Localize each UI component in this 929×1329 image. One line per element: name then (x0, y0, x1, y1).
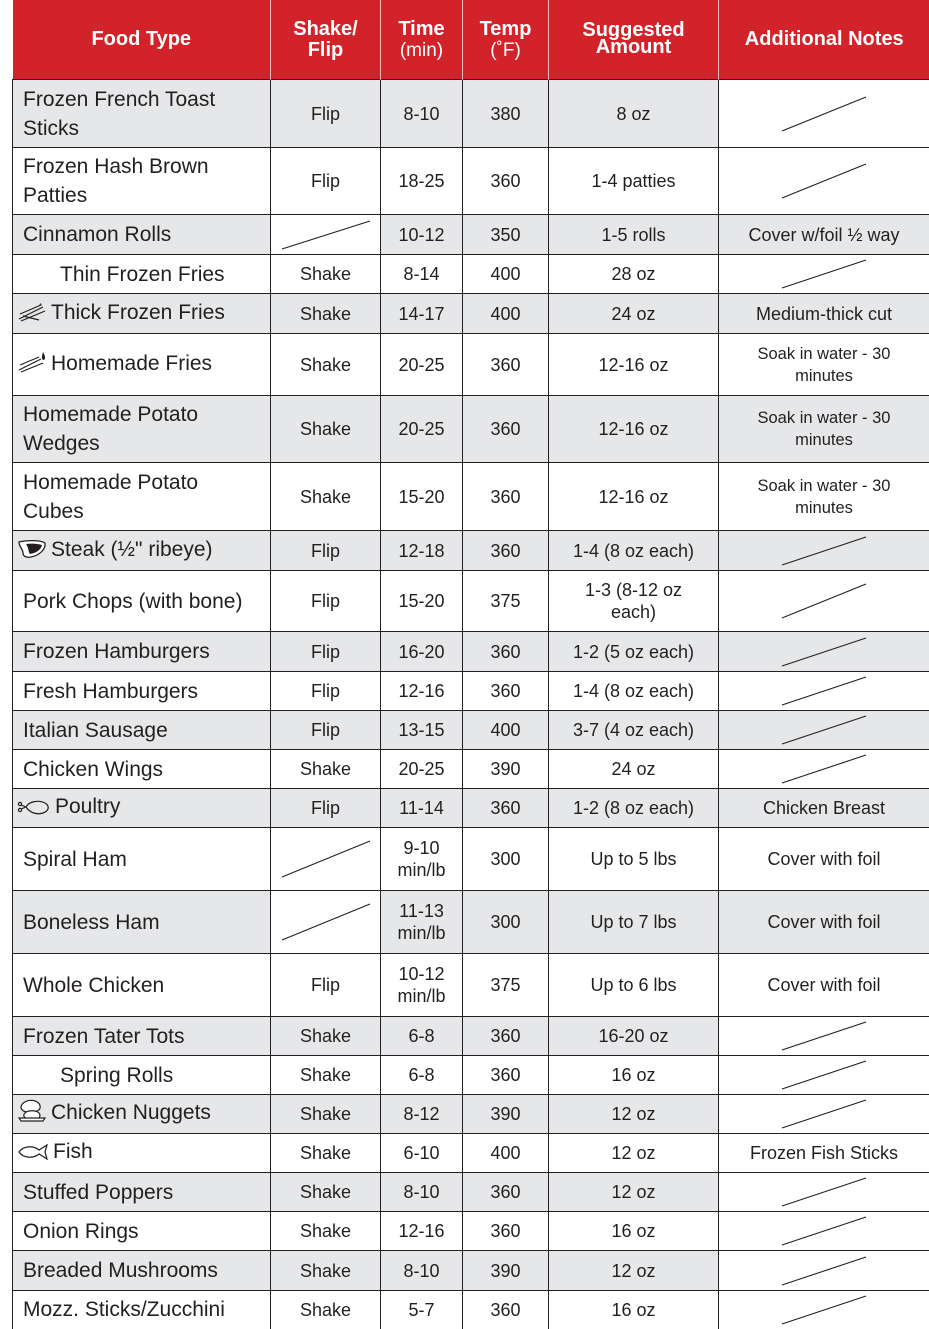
food-cell: Frozen Hash Brown Patties (13, 148, 271, 215)
time-cell: 16-20 (381, 632, 463, 672)
shake-cell: Flip (271, 531, 381, 571)
notes-not-applicable (719, 571, 929, 632)
food-cell: Spiral Ham (13, 828, 271, 891)
notes-not-applicable (719, 1291, 929, 1329)
amount-cell: 1-4 patties (549, 148, 719, 215)
amount-cell: 24 oz (549, 294, 719, 334)
amount-cell: 12-16 oz (549, 334, 719, 396)
frozen-fries-icon (17, 301, 47, 330)
header-time: Time (min) (381, 0, 463, 80)
time-cell: 5-7 (381, 1291, 463, 1329)
time-cell: 11-13 min/lb (381, 891, 463, 954)
amount-cell: 12 oz (549, 1134, 719, 1173)
temp-cell: 360 (463, 1291, 549, 1329)
temp-cell: 390 (463, 750, 549, 789)
header-food-type: Food Type (13, 0, 271, 80)
table-row (13, 255, 929, 294)
shake-cell: Shake (271, 396, 381, 463)
time-cell: 6-8 (381, 1017, 463, 1056)
temp-cell: 360 (463, 148, 549, 215)
notes-cell: Frozen Fish Sticks (719, 1134, 929, 1173)
time-cell: 15-20 (381, 571, 463, 632)
notes-not-applicable (719, 80, 929, 148)
notes-cell: Medium-thick cut (719, 294, 929, 334)
temp-cell: 360 (463, 531, 549, 571)
header-shake-flip: Shake/ Flip (271, 0, 381, 80)
notes-not-applicable (719, 1017, 929, 1056)
time-cell: 20-25 (381, 396, 463, 463)
svg-text:*: * (39, 302, 42, 311)
amount-cell: 1-4 (8 oz each) (549, 672, 719, 711)
temp-cell: 360 (463, 396, 549, 463)
temp-cell: 375 (463, 954, 549, 1017)
notes-not-applicable (719, 531, 929, 571)
shake-cell: Shake (271, 463, 381, 531)
shake-cell: Shake (271, 1134, 381, 1173)
shake-cell: Shake (271, 1173, 381, 1212)
amount-cell: 24 oz (549, 750, 719, 789)
shake-cell: Shake (271, 294, 381, 334)
time-cell: 20-25 (381, 334, 463, 396)
time-cell: 15-20 (381, 463, 463, 531)
amount-cell: 1-2 (5 oz each) (549, 632, 719, 672)
food-cell: Fish (13, 1134, 271, 1173)
amount-cell: 16 oz (549, 1212, 719, 1251)
header-row (13, 0, 929, 80)
table-row (13, 1134, 929, 1173)
notes-not-applicable (719, 672, 929, 711)
food-cell: Poultry (13, 789, 271, 828)
time-cell: 12-18 (381, 531, 463, 571)
food-cell: Boneless Ham (13, 891, 271, 954)
shake-cell: Flip (271, 80, 381, 148)
amount-cell: 28 oz (549, 255, 719, 294)
shake-not-applicable (271, 891, 381, 954)
amount-cell: 12-16 oz (549, 463, 719, 531)
temp-cell: 360 (463, 632, 549, 672)
shake-cell: Shake (271, 1291, 381, 1329)
header-temp: Temp (˚F) (463, 0, 549, 80)
notes-not-applicable (719, 148, 929, 215)
table-row (13, 396, 929, 463)
temp-cell: 400 (463, 1134, 549, 1173)
notes-not-applicable (719, 1056, 929, 1095)
table-row (13, 80, 929, 148)
food-cell: Frozen Tater Tots (13, 1017, 271, 1056)
temp-cell: 360 (463, 463, 549, 531)
notes-not-applicable (719, 750, 929, 789)
time-cell: 18-25 (381, 148, 463, 215)
shake-cell: Flip (271, 954, 381, 1017)
shake-cell: Shake (271, 334, 381, 396)
time-cell: 8-12 (381, 1095, 463, 1134)
poultry-icon (17, 795, 51, 824)
table-row (13, 954, 929, 1017)
table-row (13, 891, 929, 954)
food-cell: Chicken Nuggets (13, 1095, 271, 1134)
time-cell: 8-10 (381, 80, 463, 148)
food-cell: Chicken Wings (13, 750, 271, 789)
temp-cell: 360 (463, 1173, 549, 1212)
amount-cell: 16 oz (549, 1291, 719, 1329)
table-row (13, 463, 929, 531)
time-cell: 8-10 (381, 1173, 463, 1212)
time-cell: 14-17 (381, 294, 463, 334)
notes-cell: Cover with foil (719, 828, 929, 891)
food-cell: Whole Chicken (13, 954, 271, 1017)
temp-cell: 360 (463, 789, 549, 828)
table-row (13, 750, 929, 789)
amount-cell: 16 oz (549, 1056, 719, 1095)
amount-cell: 12 oz (549, 1095, 719, 1134)
notes-not-applicable (719, 1212, 929, 1251)
shake-cell: Flip (271, 789, 381, 828)
notes-not-applicable (719, 1173, 929, 1212)
shake-not-applicable (271, 828, 381, 891)
table-row (13, 531, 929, 571)
shake-cell: Shake (271, 1251, 381, 1291)
amount-cell: 16-20 oz (549, 1017, 719, 1056)
food-cell: * Thick Frozen Fries (13, 294, 271, 334)
shake-cell: Shake (271, 1095, 381, 1134)
food-cell: Homemade Fries (13, 334, 271, 396)
notes-cell: Cover w/foil ½ way (719, 215, 929, 255)
shake-cell: Shake (271, 750, 381, 789)
table-row (13, 1095, 929, 1134)
table-row (13, 334, 929, 396)
food-cell: Homemade Potato Cubes (13, 463, 271, 531)
temp-cell: 375 (463, 571, 549, 632)
notes-cell: Soak in water - 30 minutes (719, 463, 929, 531)
time-cell: 11-14 (381, 789, 463, 828)
time-cell: 8-10 (381, 1251, 463, 1291)
table-row (13, 215, 929, 255)
time-cell: 8-14 (381, 255, 463, 294)
amount-cell: Up to 7 lbs (549, 891, 719, 954)
time-cell: 6-10 (381, 1134, 463, 1173)
table-row (13, 148, 929, 215)
amount-cell: 3-7 (4 oz each) (549, 711, 719, 750)
temp-cell: 300 (463, 891, 549, 954)
table-row (13, 1212, 929, 1251)
food-cell: Stuffed Poppers (13, 1173, 271, 1212)
shake-cell: Flip (271, 571, 381, 632)
amount-cell: Up to 6 lbs (549, 954, 719, 1017)
temp-cell: 380 (463, 80, 549, 148)
temp-cell: 300 (463, 828, 549, 891)
fish-icon (17, 1140, 49, 1169)
time-cell: 13-15 (381, 711, 463, 750)
shake-cell: Flip (271, 672, 381, 711)
temp-cell: 390 (463, 1095, 549, 1134)
food-cell: Thin Frozen Fries (13, 255, 271, 294)
table-row (13, 828, 929, 891)
table-row (13, 294, 929, 334)
shake-cell: Shake (271, 1017, 381, 1056)
temp-cell: 360 (463, 1212, 549, 1251)
food-cell: Mozz. Sticks/Zucchini (13, 1291, 271, 1329)
food-cell: Homemade Potato Wedges (13, 396, 271, 463)
notes-cell: Soak in water - 30 minutes (719, 396, 929, 463)
food-cell: Steak (½" ribeye) (13, 531, 271, 571)
nuggets-icon (17, 1098, 47, 1130)
shake-cell: Flip (271, 711, 381, 750)
temp-cell: 360 (463, 334, 549, 396)
temp-cell: 390 (463, 1251, 549, 1291)
food-cell: Onion Rings (13, 1212, 271, 1251)
notes-not-applicable (719, 711, 929, 750)
notes-not-applicable (719, 632, 929, 672)
amount-cell: 1-4 (8 oz each) (549, 531, 719, 571)
time-cell: 10-12 min/lb (381, 954, 463, 1017)
time-cell: 12-16 (381, 672, 463, 711)
amount-cell: 1-5 rolls (549, 215, 719, 255)
cooking-table (12, 0, 929, 1329)
food-cell: Spring Rolls (13, 1056, 271, 1095)
table-row (13, 1056, 929, 1095)
food-cell: Pork Chops (with bone) (13, 571, 271, 632)
notes-cell: Cover with foil (719, 891, 929, 954)
temp-cell: 400 (463, 711, 549, 750)
notes-not-applicable (719, 1251, 929, 1291)
amount-cell: 8 oz (549, 80, 719, 148)
amount-cell: 1-3 (8-12 oz each) (549, 571, 719, 632)
shake-not-applicable (271, 215, 381, 255)
time-cell: 9-10 min/lb (381, 828, 463, 891)
shake-cell: Flip (271, 632, 381, 672)
table-row (13, 1017, 929, 1056)
table-row (13, 571, 929, 632)
table-row (13, 1251, 929, 1291)
table-row (13, 672, 929, 711)
shake-cell: Shake (271, 255, 381, 294)
shake-cell: Shake (271, 1056, 381, 1095)
amount-cell: 12 oz (549, 1173, 719, 1212)
fresh-fries-icon (17, 351, 47, 381)
notes-cell: Chicken Breast (719, 789, 929, 828)
table-row (13, 1291, 929, 1329)
food-cell: Frozen French Toast Sticks (13, 80, 271, 148)
time-cell: 6-8 (381, 1056, 463, 1095)
notes-not-applicable (719, 255, 929, 294)
notes-cell: Cover with foil (719, 954, 929, 1017)
amount-cell: Up to 5 lbs (549, 828, 719, 891)
table-row (13, 711, 929, 750)
food-cell: Breaded Mushrooms (13, 1251, 271, 1291)
shake-cell: Flip (271, 148, 381, 215)
amount-cell: 12 oz (549, 1251, 719, 1291)
cooking-chart (12, 0, 929, 1322)
temp-cell: 400 (463, 255, 549, 294)
time-cell: 12-16 (381, 1212, 463, 1251)
food-cell: Cinnamon Rolls (13, 215, 271, 255)
time-cell: 20-25 (381, 750, 463, 789)
temp-cell: 360 (463, 1017, 549, 1056)
notes-not-applicable (719, 1095, 929, 1134)
table-row (13, 789, 929, 828)
table-row (13, 1173, 929, 1212)
food-cell: Italian Sausage (13, 711, 271, 750)
amount-cell: 1-2 (8 oz each) (549, 789, 719, 828)
temp-cell: 400 (463, 294, 549, 334)
time-cell: 10-12 (381, 215, 463, 255)
temp-cell: 360 (463, 1056, 549, 1095)
food-cell: Fresh Hamburgers (13, 672, 271, 711)
table-row (13, 632, 929, 672)
temp-cell: 360 (463, 672, 549, 711)
notes-cell: Soak in water - 30 minutes (719, 334, 929, 396)
temp-cell: 350 (463, 215, 549, 255)
food-cell: Frozen Hamburgers (13, 632, 271, 672)
header-suggested-amount: Suggested Amount (549, 0, 719, 80)
steak-icon (17, 538, 47, 567)
amount-cell: 12-16 oz (549, 396, 719, 463)
shake-cell: Shake (271, 1212, 381, 1251)
header-additional-notes: Additional Notes (719, 0, 929, 80)
